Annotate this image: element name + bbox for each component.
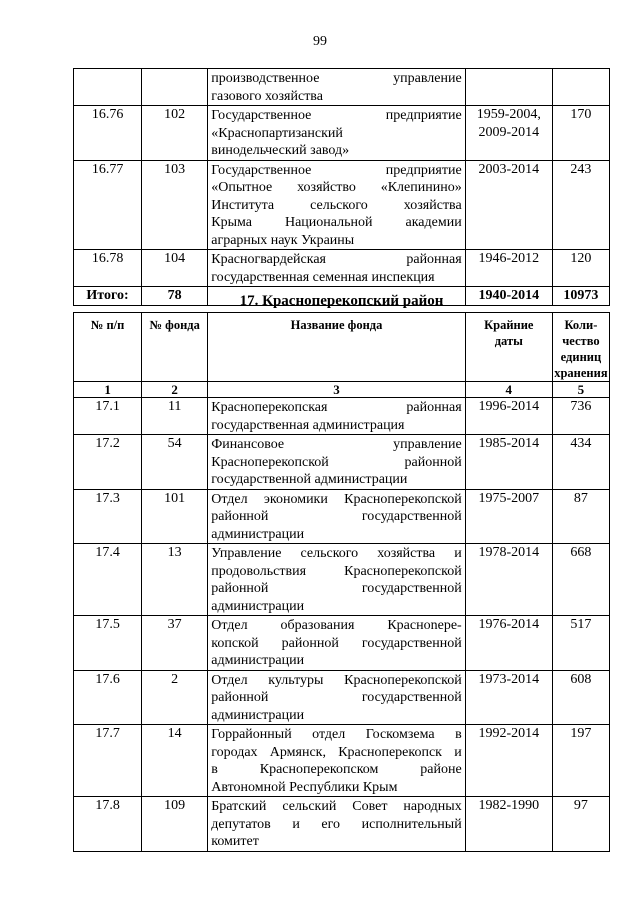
fond-name-cell — [208, 69, 465, 106]
fond-name-line: газового хозяйства — [211, 88, 323, 104]
header-fond-label: № фонда — [149, 318, 200, 332]
fond-number-cell: 14 — [142, 725, 208, 797]
fond-name-line: районной государственной — [211, 690, 462, 705]
col-number: 1 — [74, 382, 142, 398]
fond-name-line: депутатов и его исполнительный — [211, 816, 462, 832]
row-number-cell: 17.3 — [74, 489, 142, 544]
fond-number-cell: 109 — [142, 797, 208, 852]
total-fond-cell: 78 — [142, 287, 208, 306]
count-cell: 97 — [552, 797, 609, 852]
fond-number-cell: 102 — [142, 106, 208, 161]
dates-cell: 1975-2007 — [465, 489, 552, 544]
fond-name-line: Крыма Национальной академии — [211, 215, 462, 230]
fond-name-cell — [208, 725, 465, 797]
count-cell — [552, 69, 609, 106]
fond-name-line: администрации — [211, 526, 305, 542]
fond-name-cell — [208, 670, 465, 725]
dates-cell — [465, 69, 552, 106]
dates-cell: 1973-2014 — [465, 670, 552, 725]
fond-name-line: Красноперекопская районная — [211, 400, 462, 415]
count-cell: 87 — [552, 489, 609, 544]
table-row — [74, 489, 610, 544]
dates-cell: 1978-2014 — [465, 544, 552, 616]
dates-cell: 1976-2014 — [465, 616, 552, 671]
dates-cell: 1946-2012 — [465, 250, 552, 287]
fond-number-cell: 37 — [142, 616, 208, 671]
fond-name-line: Отдел образования Красноnере- — [211, 618, 462, 633]
header-name: Название фонда — [208, 313, 465, 382]
dates-cell: 1985-2014 — [465, 435, 552, 490]
fond-name-line: комитет — [211, 834, 259, 849]
fond-number-cell: 104 — [142, 250, 208, 287]
fond-name-line: Автономной Республики Крым — [211, 779, 398, 795]
fond-name-line: Государственное предприятие — [211, 108, 462, 123]
fond-name-line: Братский сельский Совет народных — [211, 799, 462, 814]
section-title: 17. Красноперекопский район — [239, 293, 444, 309]
count-cell: 120 — [552, 250, 609, 287]
fond-name-line: администрации — [211, 653, 305, 668]
dates-cell: 1959-2004, 2009-2014 — [465, 106, 552, 161]
dates-cell: 2003-2014 — [465, 160, 552, 250]
table-row — [74, 670, 610, 725]
fond-name-line: Отдел экономики Красноперекопской — [211, 491, 462, 507]
fond-name-cell — [208, 250, 465, 287]
fond-name-line: «Краснопартизанский — [211, 125, 343, 141]
fond-name-line: государственная семенная инспекция — [211, 269, 435, 285]
row-number-cell: 17.1 — [74, 398, 142, 435]
fond-name-line: районной государственной — [211, 581, 462, 596]
fond-name-line: в Красноперекопском районе — [211, 762, 462, 777]
table-row — [74, 725, 610, 797]
header-num: № п/п — [74, 313, 142, 382]
header-count: Коли-чество единиц хранения — [552, 313, 609, 382]
fond-name-line: аграрных наук Украины — [211, 232, 355, 248]
bottom-table — [73, 312, 610, 852]
col-number: 5 — [552, 382, 609, 398]
row-number-cell: 17.7 — [74, 725, 142, 797]
fond-name-cell — [208, 398, 465, 435]
page-number: 99 — [313, 34, 327, 49]
fond-name-line: государственной администрации — [211, 472, 408, 487]
header-fond — [142, 313, 208, 382]
column-number-row — [74, 382, 610, 398]
fond-name-cell — [208, 797, 465, 852]
row-number-cell: 16.78 — [74, 250, 142, 287]
fond-name-cell — [208, 106, 465, 161]
fond-name-line: государственная администрация — [211, 417, 405, 433]
fond-name-line: администрации — [211, 707, 305, 723]
fond-name-line: Государственное предприятие — [211, 162, 462, 178]
fond-name-line: Института сельского хозяйства — [211, 197, 462, 213]
fond-name-cell — [208, 616, 465, 671]
row-number-cell: 17.2 — [74, 435, 142, 490]
fond-name-line: Финансовое управление — [211, 437, 462, 452]
table-row — [74, 616, 610, 671]
table-row — [74, 544, 610, 616]
count-cell: 243 — [552, 160, 609, 250]
count-cell: 517 — [552, 616, 609, 671]
col-number: 2 — [142, 382, 208, 398]
total-dates-cell: 1940-2014 — [465, 287, 552, 306]
row-number-cell: 17.5 — [74, 616, 142, 671]
table-row — [74, 250, 610, 287]
table-row — [74, 398, 610, 435]
row-number-cell: 17.8 — [74, 797, 142, 852]
count-cell: 608 — [552, 670, 609, 725]
row-number-cell: 17.6 — [74, 670, 142, 725]
fond-number-cell — [142, 69, 208, 106]
row-number-cell: 16.77 — [74, 160, 142, 250]
count-cell: 170 — [552, 106, 609, 161]
row-number-cell: 17.4 — [74, 544, 142, 616]
dates-cell: 1996-2014 — [465, 398, 552, 435]
col-number: 3 — [208, 382, 465, 398]
count-cell: 434 — [552, 435, 609, 490]
fond-number-cell: 2 — [142, 670, 208, 725]
dates-cell: 1992-2014 — [465, 725, 552, 797]
table-row — [74, 160, 610, 250]
header-dates: Крайние даты — [465, 313, 552, 382]
fond-name-line: копской районной государственной — [211, 635, 462, 651]
table-row — [74, 435, 610, 490]
fond-number-cell: 101 — [142, 489, 208, 544]
col-number: 4 — [465, 382, 552, 398]
table-header-row — [74, 313, 610, 382]
count-cell: 668 — [552, 544, 609, 616]
fond-name-cell — [208, 544, 465, 616]
fond-name-line: Горрайонный отдел Госкомзема в — [211, 727, 462, 742]
table-row — [74, 797, 610, 852]
fond-name-cell — [208, 489, 465, 544]
table-row — [74, 106, 610, 161]
fond-name-line: администрации — [211, 598, 305, 614]
dates-cell: 1982-1990 — [465, 797, 552, 852]
fond-name-cell — [208, 435, 465, 490]
fond-name-cell — [208, 160, 465, 250]
fond-name-line: Отдел культуры Красноперекопской — [211, 672, 462, 688]
top-table — [73, 68, 610, 306]
fond-name-line: производственное управление — [211, 71, 462, 86]
row-number-cell: 16.76 — [74, 106, 142, 161]
fond-number-cell: 54 — [142, 435, 208, 490]
count-cell: 736 — [552, 398, 609, 435]
fond-number-cell: 13 — [142, 544, 208, 616]
fond-name-line: районной государственной — [211, 509, 462, 524]
fond-number-cell: 11 — [142, 398, 208, 435]
total-count-cell: 10973 — [552, 287, 609, 306]
total-label-cell: Итого: — [74, 287, 142, 306]
fond-name-line: Красноперекопской районной — [211, 454, 462, 470]
fond-name-line: Управление сельского хозяйства и — [211, 546, 462, 561]
fond-name-line: Красногвардейская районная — [211, 252, 462, 267]
count-cell: 197 — [552, 725, 609, 797]
row-number-cell — [74, 69, 142, 106]
fond-name-line: «Опытное хозяйство «Клепинино» — [211, 180, 462, 195]
fond-number-cell: 103 — [142, 160, 208, 250]
fond-name-line: городах Армянск, Красноперекопск и — [211, 744, 462, 760]
fond-name-line: винодельческий завод» — [211, 143, 350, 158]
table-row — [74, 69, 610, 106]
fond-name-line: продовольствия Красноперекопской — [211, 563, 462, 579]
